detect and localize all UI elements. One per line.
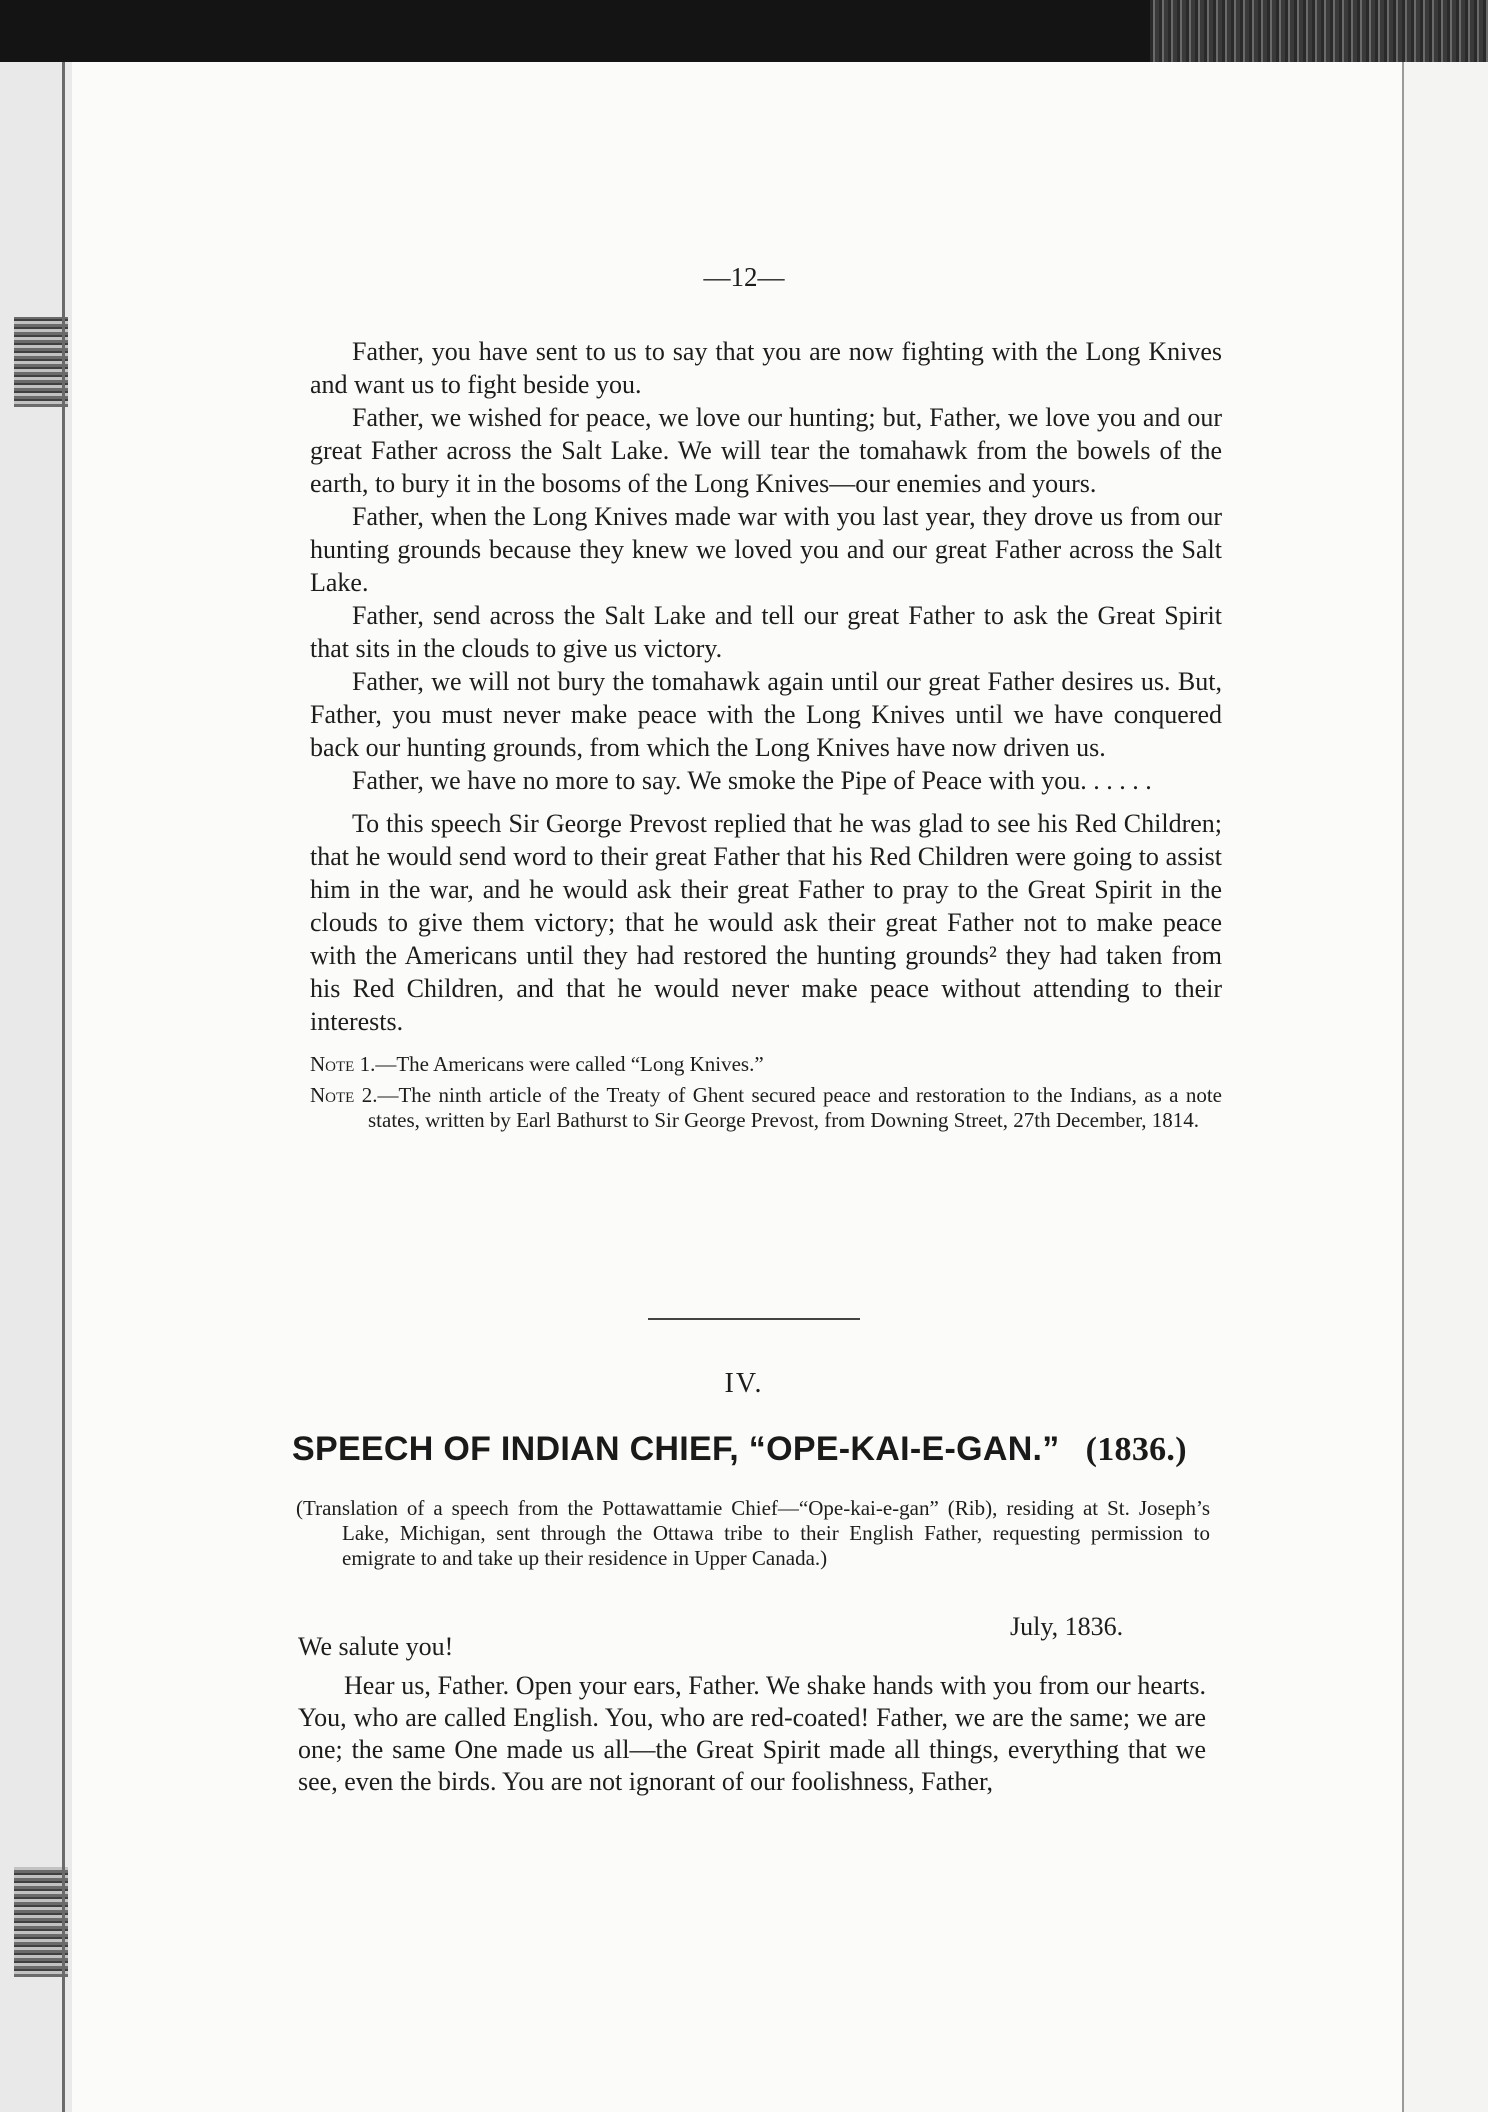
footnote-label: Note 1. [310, 1052, 376, 1076]
footnote-label: Note 2. [310, 1083, 378, 1107]
binding-ornament-top [14, 317, 68, 407]
section-title-text: SPEECH OF INDIAN CHIEF, “OPE-KAI-E-GAN.” [292, 1430, 1060, 1468]
reply-paragraph: To this speech Sir George Prevost replied that he was glad to see his Red Children; that he would send word to their great Father that his Red Children were going to assist him in the war, and he would ask their great Father to pray to the Great Spirit in the clouds to give them victory; that he would ask their great Father not to make peace with the Americans until they had restored the hunting grounds² they had taken from his Red Children, and that he would never make peace without attending to their interests. [310, 809, 1222, 1036]
speech-paragraph: Father, we wished for peace, we love our hunting; but, Father, we love you and our great Father across the Salt Lake. We will tear the tomahawk from the bowels of the earth, to bury it in the bosoms of the Long Knives—our enemies and yours. [310, 403, 1222, 498]
binding-edge [62, 62, 65, 2112]
speech-paragraph: Hear us, Father. Open your ears, Father. We shake hands with you from our hearts. You, who are called English. You, who are red-coated! Father, we are the same; we are one; the same One made us all—the Great Spirit made all things, everything that we see, even the birds. You are not ignorant of our foolishness, Father, [298, 1671, 1206, 1796]
binding-cloth-top [1150, 0, 1488, 62]
salutation: We salute you! [298, 1632, 454, 1661]
section-number: IV. [724, 1368, 764, 1399]
footnote [310, 1052, 1222, 1077]
section-divider [648, 1318, 860, 1320]
footnotes [310, 1052, 1222, 1133]
footnote-text: —The Americans were called “Long Knives.” [375, 1052, 764, 1076]
section-year: (1836.) [1085, 1431, 1187, 1468]
speech-body [310, 335, 1222, 1139]
speech-paragraph: Father, when the Long Knives made war with you last year, they drove us from our hunting grounds because they knew we loved you and our great Father across the Salt Lake. [310, 502, 1222, 597]
translation-note-text: (Translation of a speech from the Pottawattamie Chief—“Ope-kai-e-gan” (Rib), residing at St. Joseph’s Lake, Michigan, sent through the Ottawa tribe to their English Father, requesting permission to emigrate to and take up their residence in Upper Canada.) [296, 1496, 1210, 1570]
second-speech-body [298, 1670, 1206, 1798]
footnote-text: —The ninth article of the Treaty of Ghent secured peace and restoration to the Indians, as a note states, written by Earl Bathurst to Sir George Prevost, from Downing Street, 27th December, 1814. [368, 1083, 1223, 1132]
footnote [310, 1083, 1222, 1133]
speech-paragraph: Father, you have sent to us to say that you are now fighting with the Long Knives and want us to fight beside you. [310, 337, 1222, 399]
speech-paragraph: Father, we will not bury the tomahawk again until our great Father desires us. But, Father, you must never make peace with the Long Knives until we have conquered back our hunting grounds, from which the Long Knives have now driven us. [310, 667, 1222, 762]
dateline: July, 1836. [1010, 1612, 1124, 1641]
translation-note [296, 1496, 1210, 1571]
binding-ornament-bottom [14, 1867, 68, 1977]
page-number: —12— [703, 262, 785, 292]
scan-border-top [0, 0, 1150, 62]
page-right-edge [1402, 62, 1488, 2112]
speech-paragraph: Father, send across the Salt Lake and tell our great Father to ask the Great Spirit that sits in the clouds to give us victory. [310, 601, 1222, 663]
speech-paragraph: Father, we have no more to say. We smoke the Pipe of Peace with you. . . . . . [352, 766, 1152, 795]
section-title [292, 1430, 1222, 1469]
